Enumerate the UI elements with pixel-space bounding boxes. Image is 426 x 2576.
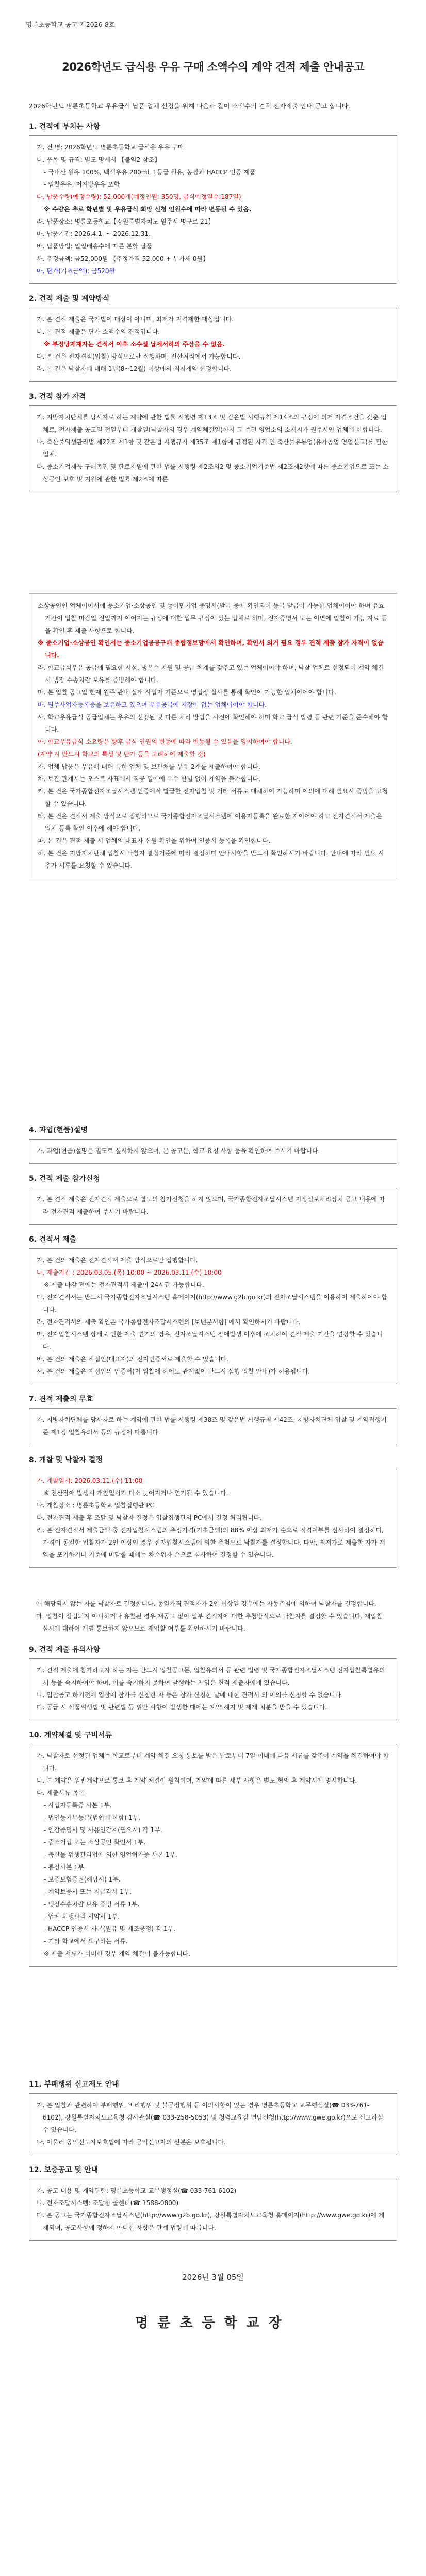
section-4-title: 4. 과업(현품)설명 xyxy=(29,1126,88,1134)
section-10 xyxy=(29,1730,397,1967)
s8b-item: 마. 입찰이 성립되지 아니하거나 유찰된 경우 재공고 없이 일부 견적자에 대한 추첨방식으로 낙찰자를 결정할 수 있습니다. 재입찰 실시에 대하여 개별 통보하지 않으므로 재입찰 여부를 확인하시기 바랍니다. xyxy=(36,1613,383,1632)
section-9-box xyxy=(29,1658,397,1720)
section-8-continued xyxy=(29,1598,397,1635)
section-10-box xyxy=(29,1744,397,1967)
section-11-box xyxy=(29,2093,397,2155)
section-11 xyxy=(29,2079,397,2155)
s9-item: 다. 공급 시 식품위생법 및 관련법 등 위반 사항이 발생한 때에는 계약 해지 및 제재 처분을 받을 수 있습니다. xyxy=(37,1704,327,1711)
section-12-title: 12. 보충공고 및 안내 xyxy=(29,2166,99,2174)
section-3-continued xyxy=(29,593,397,878)
s12-item: 나. 전자조달시스템: 조달청 콜센터(☎ 1588-0800) xyxy=(37,2199,179,2207)
section-11-title: 11. 부패행위 신고제도 안내 xyxy=(29,2080,119,2089)
section-8-title: 8. 개찰 및 낙찰자 결정 xyxy=(29,1456,103,1464)
section-2 xyxy=(29,293,397,382)
s10-item: - 계약보증서 또는 지급각서 1부. xyxy=(44,1888,132,1895)
section-4 xyxy=(29,1125,397,1164)
s6-item: 라. 전자견적서의 제출 확인은 국가종합전자조달시스템의 [보낸문서함] 에서 확인하시기 바랍니다. xyxy=(37,1318,301,1326)
s8-item: 나. 개찰장소 : 명륜초등학교 입찰집행관 PC xyxy=(37,1502,155,1509)
s2-item: ※ 부정당제재자는 견적서 이후 소수설 납세서하의 주장을 수 없음. xyxy=(44,341,225,348)
intro-paragraph: 2026학년도 명륜초등학교 우유급식 납품 업체 선정을 위해 다음과 같이 소액수의 견적 전자제출 안내 공고 합니다. xyxy=(29,102,350,110)
s10-item: - 인감증명서 및 사용인감계(필요시) 각 1부. xyxy=(44,1826,162,1834)
s6-item: 나. 제출기간 : 2026.03.05.(목) 10:00 ~ 2026.03.11.(수) 10:00 xyxy=(37,1269,222,1276)
s10-item: - 냉장수송차량 보유 증빙 서류 1부. xyxy=(44,1901,140,1908)
s1-item: 마. 납품기간: 2026.4.1. ~ 2026.12.31. xyxy=(37,230,151,238)
section-8-box xyxy=(29,1469,397,1568)
s10-item: 나. 본 계약은 일반계약으로 통보 후 계약 체결이 원칙이며, 계약에 따른 세부 사항은 별도 협의 후 계약서에 명시합니다. xyxy=(37,1777,357,1784)
s10-item: - 법인등기부등본(법인에 한함) 1부. xyxy=(44,1814,141,1821)
section-7-box xyxy=(29,1408,397,1445)
section-7 xyxy=(29,1394,397,1445)
s3b-item: 파. 본 건은 견적 제출 시 업체의 대표자 신원 확인을 위하여 인증서 등록을 확인합니다. xyxy=(38,837,271,844)
section-9 xyxy=(29,1644,397,1720)
section-2-box xyxy=(29,308,397,382)
section-3-box xyxy=(29,405,397,492)
s10-item: 다. 제출서류 목록 xyxy=(37,1789,85,1797)
s3b-item: 사. 학교우유급식 공급업체는 우유의 선정된 및 다른 처리 방법을 사전에 확인해야 하며 학교 급식 법령 등 관련 기준을 준수해야 합니다. xyxy=(38,714,388,733)
section-6-box xyxy=(29,1248,397,1384)
s6-item: 마. 전자입찰시스템 상태로 인한 제출 연기의 경우, 전자조달시스템 장애발생 이후에 조치하여 견적 제출 기간을 연장할 수 있습니다. xyxy=(37,1331,383,1350)
s8-item: 가. 개찰일시: 2026.03.11.(수) 11:00 xyxy=(37,1477,143,1484)
s10-item: - 축산물 위생관리법에 의한 영업허가증 사본 1부. xyxy=(44,1851,177,1858)
section-6 xyxy=(29,1234,397,1384)
s3b-item: 하. 본 건은 지방자치단체 입찰시 낙찰자 결정기준에 따라 결정하며 안내사항을 반드시 확인하시기 바랍니다. 안내에 따라 필요 시 추가 서류를 요청할 수 있습니다. xyxy=(38,850,384,869)
s3-item: 나. 축산물위생관리법 제22조 제1항 및 같은법 시행규칙 제35조 제1항에 규정된 자격 인 축산물유통업(유가공업 영업신고)를 필한 업체. xyxy=(37,438,388,458)
s1-item: - 국내산 원유 100%, 백색우유 200ml, 1등급 원유, 농장과 HACCP 인증 제품 xyxy=(44,168,256,176)
s3b-item: 차. 보관 관계시는 오스트 사표에서 직공 일에에 우수 반별 없어 계약을 불가합니다. xyxy=(38,775,261,783)
s7-item: 가. 지방자치단체를 당사자로 하는 계약에 관한 법률 시행령 제38조 및 같은법 시행규칙 제42조, 지방자치단체 입찰 및 계약집행기준 제1장 입찰유의서 등의 규정에 따릅니다. xyxy=(37,1416,387,1436)
s8-item: 라. 본 전자견적서 제출금액 중 전자입찰시스템의 추정가격(기초금액)의 88% 이상 최저가 순으로 적격여부를 심사하여 결정하며, 가격이 동일한 입찰자가 2인 이상인 경우 전자입찰시스템에 의한 추첨으로 낙찰자를 결정합니다. 다만, 최저가로 제출한 자가 계약을 포기하거나 기준에 미달할 때에는 차순위자 순으로 심사하여 결정할 수 있습니다. xyxy=(37,1527,385,1558)
s8-item: ※ 전산장애 발생시 개찰일시가 다소 늦어지거나 연기될 수 있습니다. xyxy=(44,1489,228,1497)
s2-item: 다. 본 건은 전자견적(입찰) 방식으로만 집행하며, 전산처리에서 가능합니다. xyxy=(37,353,241,360)
section-8-continued-box xyxy=(29,1598,397,1635)
s6-item: 사. 본 건의 제출은 지정인의 인증서(지 입찰에 하여도 관계없이 반드시 실행 입찰 안내)가 허용됩니다. xyxy=(37,1368,310,1375)
s3-item: 가. 지방자치단체를 당사자로 하는 계약에 관한 법률 시행령 제13조 및 같은법 시행규칙 제14조의 규정에 의거 자격조건을 갖춘 업체로, 전자제출 공고일 전일부터 개찰일(낙찰자의 경우 계약체결일)까지 그 주된 영업소의 소재지가 원주시인 업체에 한합니다. xyxy=(37,414,387,433)
s10-item: ※ 제출 서류가 미비한 경우 계약 체결이 불가능합니다. xyxy=(44,1950,191,1957)
s10-item: - HACCP 인증서 사본(원유 및 제조공정) 각 1부. xyxy=(44,1925,176,1933)
s10-item: - 사업자등록증 사본 1부. xyxy=(44,1802,112,1809)
document-date: 2026년 3월 05일 xyxy=(182,2273,244,2282)
section-4-box xyxy=(29,1139,397,1164)
s6-item: 다. 전자견적서는 반드시 국가종합전자조달시스템 홈페이지(http://www.g2b.go.kr)의 전자조달시스템을 이용하여 제출하여야 합니다. xyxy=(37,1294,387,1313)
section-6-title: 6. 견적서 제출 xyxy=(29,1235,77,1244)
section-10-title: 10. 계약체결 및 구비서류 xyxy=(29,1731,112,1739)
section-1-box xyxy=(29,135,397,284)
s6-item: 가. 본 건의 제출은 전자견적서 제출 방식으로만 집행합니다. xyxy=(37,1257,198,1264)
s3b-item: 라. 학교급식우유 공급에 필요한 시설, 냉온수 지원 및 공급 체계를 갖추고 있는 업체이어야 하며, 낙찰 업체로 선정되어 계약 체결 시 냉장 수송차량 보유를 증빙해야 합니다. xyxy=(38,664,384,684)
s3b-item: 바. 원주사업자등록증을 보유하고 있으며 우유공급에 지장이 없는 업체이어야 합니다. xyxy=(38,701,267,708)
s3b-item: 자. 업체 납품은 우유배 대해 특히 업체 및 보관처를 우유 2개를 제출하여야 합니다. xyxy=(38,763,260,770)
s4-item: 가. 과업(현품)설명은 별도로 실시하지 않으며, 본 공고문, 학교 요청 사항 등을 확인하여 주시기 바랍니다. xyxy=(37,1147,320,1155)
s1-item: 가. 건 명: 2026학년도 명륜초등학교 급식용 우유 구매 xyxy=(37,144,184,151)
s2-item: 가. 본 견적 제출은 국가법이 대상이 아니며, 최저가 지격제한 대상입니다. xyxy=(37,316,234,323)
page-title: 2026학년도 급식용 우유 구매 소액수의 계약 견적 제출 안내공고 xyxy=(62,61,364,73)
section-5-box xyxy=(29,1188,397,1225)
s12-item: 가. 공고 내용 및 계약관련: 명륜초등학교 교무행정실(☎ 033-761-6102) xyxy=(37,2187,237,2194)
signer-name: 명륜초등학교장 xyxy=(135,2315,291,2331)
section-7-title: 7. 견적 제출의 무효 xyxy=(29,1395,93,1403)
section-3-title: 3. 견적 참가 자격 xyxy=(29,393,86,401)
section-3 xyxy=(29,391,397,492)
section-2-title: 2. 견적 제출 및 계약방식 xyxy=(29,295,110,303)
s1-item: ※ 수량은 추로 학년별 및 우유급식 희망 신청 인원수에 따라 변동될 수 있음. xyxy=(44,206,252,213)
section-8 xyxy=(29,1454,397,1568)
section-12 xyxy=(29,2164,397,2241)
s1-item: 사. 추정금액: 금52,000원 【추정가격 52,000 + 부가세 0원】 xyxy=(37,255,209,262)
s3b-item: (계약 시 반드시 학교의 특성 및 단가 등을 고려하여 제출할 것) xyxy=(38,751,206,758)
section-1-title: 1. 견적에 부치는 사항 xyxy=(29,123,100,131)
s10-item: - 통장사본 1부. xyxy=(44,1863,86,1871)
s3b-item: 아. 학교우유급식 소요량은 향후 급식 인원의 변동에 따라 변동될 수 있음을 양지하여야 합니다. xyxy=(38,738,292,745)
s10-item: - 보증보험증권(해당시) 1부. xyxy=(44,1876,121,1883)
s1-item: - 입찰우유, 저지방우유 포함 xyxy=(44,181,120,188)
s5-item: 가. 본 견적 제출은 전자견적 제출으로 별도의 참가신청을 하지 않으며, 국가종합전자조달시스템 지정정보처리장치 공고 내용에 따라 전자견적 제출하여 주시기 바랍니다. xyxy=(37,1196,385,1215)
s3-item: 다. 중소기업제품 구매촉진 및 판로지원에 관한 법률 시행령 제2조의2 및 중소기업기준법 제2조제2항에 따른 중소기업으로 또는 소상공인 보호 및 지원에 관한 법률 제2조에 따른 xyxy=(37,463,389,483)
s1-item: 바. 납품방법: 일일배송수에 따른 분할 납품 xyxy=(37,243,152,250)
section-5-title: 5. 견적 제출 참가신청 xyxy=(29,1175,100,1183)
s6-item: ※ 제출 마감 전에는 전자견적서 제출이 24시간 가능합니다. xyxy=(44,1281,204,1289)
s10-item: - 업체 위생관리 서약서 1부. xyxy=(44,1913,120,1920)
s1-item: 나. 품목 및 규격: 별도 명세서 【붙임2 참조】 xyxy=(37,156,161,163)
s3b-item: 카. 본 건은 국가종합전자조달시스템 인증에서 발급한 전자입찰 및 기타 서류로 대체하여 가능하며 이의에 대해 필요시 증빙을 요청할 수 있습니다. xyxy=(38,788,388,807)
s11-item: 가. 본 입찰과 관련하여 부패행위, 비리행위 및 불공정행위 등 이의사항이 있는 경우 명륜초등학교 교무행정실(☎ 033-761-6102), 강원특별자치도교육청 감사관실(☎ 033-258-5053) 및 청렴교육감 면담신청(http://www.gwe.go.kr)으로 신고하실 수 있습니다. xyxy=(37,2102,384,2133)
s10-item: - 중소기업 또는 소상공인 확인서 1부. xyxy=(44,1839,146,1846)
s3b-item: ※ 중소기업·소상공인 확인서는 중소기업공공구매 종합정보망에서 확인하며, 확인서 의거 필요 경우 견적 제출 참가 자격이 없습니다. xyxy=(38,639,384,659)
s12-item: 다. 본 공고는 국가종합전자조달시스템(http://www.g2b.go.kr), 강원특별자치도교육청 홈페이지(http://www.gwe.go.kr)에 게재되며, 공고사항에 정하지 아니한 사항은 관계 법령에 따릅니다. xyxy=(37,2212,385,2231)
s9-item: 나. 입찰공고 하기전에 입찰에 참가를 신청한 자 등은 참가 신청한 날에 대한 견적서 의 이의를 신청할 수 없습니다. xyxy=(37,1691,343,1699)
s2-item: 라. 본 건은 낙찰자에 대해 1년(8~12월) 이상에서 최저계약 한정합니다. xyxy=(37,365,232,372)
section-1 xyxy=(29,121,397,284)
section-12-box xyxy=(29,2179,397,2241)
document-number: 명륜초등학교 공고 제2026-8호 xyxy=(26,21,115,28)
s2-item: 나. 본 견적 제출은 단가 소액수의 견적입니다. xyxy=(37,328,160,335)
section-5 xyxy=(29,1173,397,1225)
s11-item: 나. 아울러 공익신고자보호법에 따라 공익신고자의 신분은 보호됩니다. xyxy=(37,2139,226,2146)
s1-item: 라. 납품장소: 명륜초등학교【강원특별자치도 원주시 명구로 21】 xyxy=(37,218,215,225)
s8-item: 다. 전자견적 제출 후 조달 및 낙찰자 결정은 입찰집행관의 PC에서 결정 처리됩니다. xyxy=(37,1514,262,1521)
s6-item: 바. 본 건의 제출은 직접인(대표자)의 전자인증서로 제출할 수 있습니다. xyxy=(37,1355,229,1363)
s1-item: 다. 납품수량(예정수량): 52,000개(예정인원: 350명, 급식예정일수:187일) xyxy=(37,193,241,200)
s8b-item: 에 해당되지 않는 자를 낙찰자로 결정합니다. 동일가격 견적자가 2인 이상일 경우에는 자동추첨에 의하여 낙찰자를 결정합니다. xyxy=(36,1600,376,1607)
s1-item: 아. 단가(기초금액): 금520원 xyxy=(37,267,116,275)
s10-item: 가. 낙찰자로 선정된 업체는 학교로부터 계약 체결 요청 통보를 받은 날로부터 7일 이내에 다음 서류를 갖추어 계약을 체결하여야 합니다. xyxy=(37,1752,389,1772)
section-9-title: 9. 견적 제출 유의사항 xyxy=(29,1646,100,1654)
s3b-item: 마. 본 입찰 공고일 현재 원주 관내 실태 사업자 기준으로 영업장 실사를 통해 확인이 가능한 업체이어야 합니다. xyxy=(38,689,336,696)
s10-item: - 기타 학교에서 요구하는 서류. xyxy=(44,1938,128,1945)
s9-item: 가. 견적 제출에 참가하고자 하는 자는 반드시 입찰공고문, 입찰유의서 등 관련 법령 및 국가종합전자조달시스템 전자입찰특별유의서 등을 숙지하여야 하며, 이를 숙지하지 못하여 발생하는 책임은 견적 제출자에게 있습니다. xyxy=(37,1667,385,1686)
s3b-item: 타. 본 건은 견적서 제출 방식으로 집행하므로 국가종합전자조달시스템에 이용자등록을 완료한 자이어야 하고 전자견적서 제출은 업체 등록 확인 이후에 해야 합니다. xyxy=(38,812,382,832)
s3b-item: 소상공인인 업체이어서에 중소기업·소상공인 및 농어민기업 증명서(발급 중에 확인되어 등급 발급이 가능한 업체이어야 하며 유효기간이 입찰 마감일 전일까지 이어지는 규정에 대한 업무 규정이 있는 업체로 하며, 전자증명서 또는 이면에 입찰이 가능 자료 등을 확인 후 제출 사항으로 합니다. xyxy=(38,602,387,634)
